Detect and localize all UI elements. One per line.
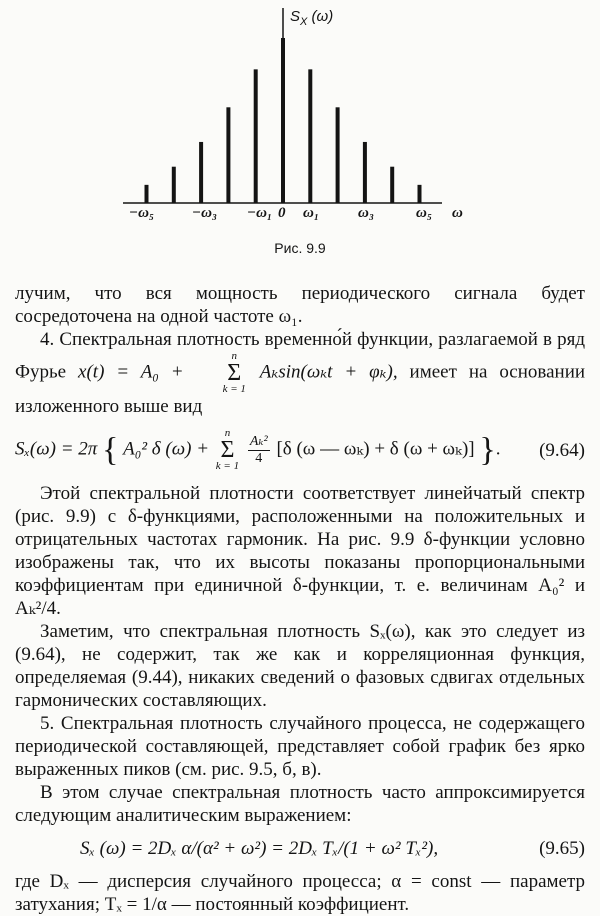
fraction: $\frac{\text{Aₖ²}}{4}$ [249, 433, 268, 466]
fourier-series-formula-start: x(t) = A₀ + [78, 361, 184, 383]
impulse-ω₄ [390, 167, 394, 203]
sum-symbol: n Σ k = 1 [222, 350, 246, 395]
tick-label-omega3: ω₃ [358, 205, 375, 221]
spectrum-figure [0, 0, 600, 270]
paragraph-5: 5. Спектральная плотность случайного процесса, не содержащего периодической составляющей, представляет собой график без ярко выраженных пиков (см. рис. 9.5, б, в). [15, 713, 585, 780]
impulse-ω₂ [336, 107, 340, 203]
paragraph-4: Заметим, что спектральная плотность Sₓ(ω), как это следует из (9.64), не содержит, так же как и корреляционная функция, определяемая (9.44), никаких сведений о фазовых сдвигах отдельных гармонических составляющих. [15, 621, 585, 711]
sum-symbol: n Σ k = 1 [215, 427, 240, 472]
equation-9-64: Sₓ(ω) = 2π { A₀² δ (ω) + n Σ k = 1 $\frac{\text{Aₖ²}}{4}$ [δ (ω — ωₖ) + δ (ω + ωₖ)] }. (9.64) [15, 427, 585, 472]
spectrum-plot [0, 0, 600, 235]
equation-9-65: Sₓ (ω) = 2Dₓ α/(α² + ω²) = 2Dₓ Tₓ/(1 + ω² Tₓ²), (9.65) [80, 838, 585, 859]
tick-label-omega: ω [452, 205, 463, 221]
impulse-ω₁ [308, 69, 312, 203]
equation-number-9-65: (9.65) [539, 838, 585, 859]
impulse-ω₅ [418, 185, 422, 203]
tick-label-omega1: ω₁ [303, 205, 320, 221]
paragraph-3: Этой спектральной плотности соответствует линейчатый спектр (рис. 9.9) с δ-функциями, расположенными на положительных и отрицательных частотах гармоник. На рис. 9.9 δ-функции условно изображены так, что их высоты показаны пропорциональными коэффициентам при единичной δ-функции, т. е. величинам A₀² и Aₖ²/4. [15, 483, 585, 619]
equation-number-9-64: (9.64) [539, 439, 585, 461]
impulse-−ω₃ [199, 142, 203, 203]
fourier-series-formula-end: Aₖsin(ωₖt + φₖ), [259, 361, 398, 383]
paragraph-1: лучим, что вся мощность периодического сигнала будет сосредоточена на одной частоте ω₁. [15, 283, 585, 327]
tick-label-zero: 0 [278, 205, 286, 221]
impulse-−ω₅ [145, 185, 149, 203]
tick-label-minus-omega1: −ω₁ [247, 205, 273, 221]
y-axis-label: $S_X$ (ω) [290, 8, 334, 28]
paragraph-7: где Dₓ — дисперсия случайного процесса; α = const — параметр затухания; Tₓ = 1/α — постоянный коэффициент. [15, 871, 585, 915]
tick-label-omega5: ω₅ [416, 205, 433, 221]
impulse-−ω₄ [172, 167, 176, 203]
tick-label-minus-omega3: −ω₃ [192, 205, 218, 221]
figure-caption: Рис. 9.9 [274, 240, 326, 256]
tick-label-minus-omega5: −ω₅ [129, 205, 155, 221]
paragraph-2: 4. Спектральная плотность временно́й функции, разлагаемой в ряд Фурье x(t) = A₀ + n Σ k = 1 Aₖsin(ωₖt + φₖ), имеет на основании изложенного выше вид [15, 329, 586, 417]
page-body [0, 282, 600, 916]
impulse-ω₃ [363, 142, 367, 203]
impulse-−ω₂ [226, 107, 230, 203]
impulse-−ω₁ [254, 69, 258, 203]
paragraph-6: В этом случае спектральная плотность часто аппроксимируется следующим аналитическим выражением: [15, 782, 585, 826]
impulse-0 [281, 38, 285, 203]
